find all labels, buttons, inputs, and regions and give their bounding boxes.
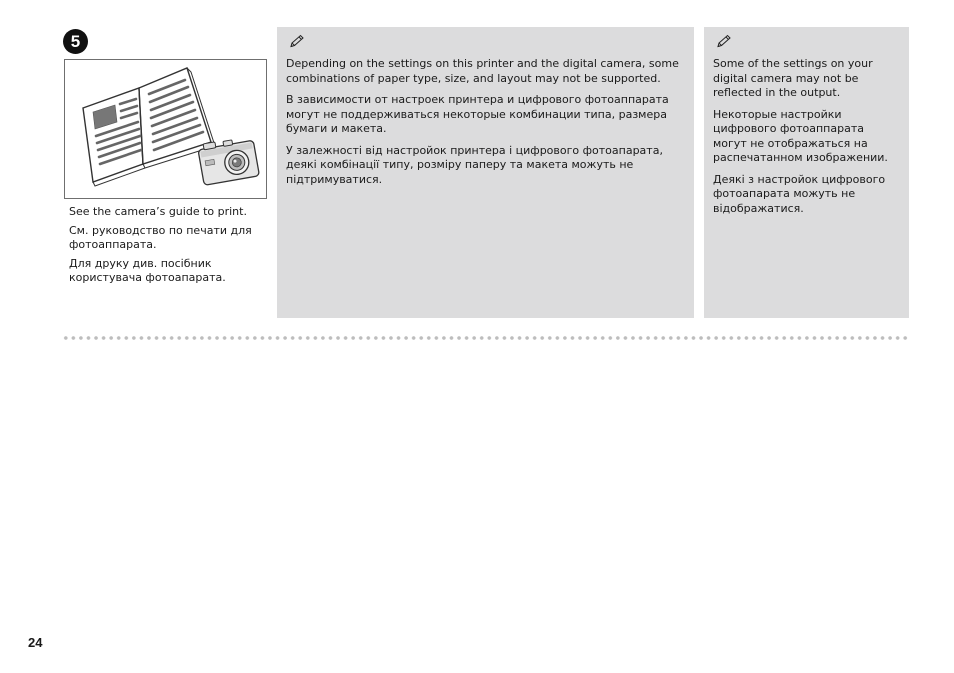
instruction-en: See the camera’s guide to print. — [69, 205, 247, 218]
instruction-uk: Для друку див. посібник користувача фотоапарата. — [69, 256, 226, 284]
note-side-uk: Деякі з настройок цифрового фотоапарата можуть не відображатися. — [713, 172, 886, 215]
note-main-en: Depending on the settings on this printer and the digital camera, some combinations of paper type, size, and layout may not be supported. — [286, 57, 679, 85]
pencil-note-icon — [289, 34, 305, 48]
instruction-ru: См. руководство по печати для фотоаппарата. — [69, 223, 252, 251]
note-main-ru: В зависимости от настроек принтера и цифрового фотоаппарата могут не поддерживаться некоторые комбинации типа, размера бумаги и макета. — [286, 93, 669, 135]
note-side-en: Some of the settings on your digital camera may not be reflected in the output. — [713, 57, 873, 99]
note-panel-main — [277, 27, 694, 318]
page-number: 24 — [28, 635, 43, 650]
dotted-divider — [62, 336, 910, 340]
step-number-badge: 5 — [63, 29, 88, 54]
pencil-note-icon — [716, 34, 732, 48]
digital-camera-icon — [65, 60, 268, 200]
note-panel-side — [704, 27, 909, 318]
note-side-ru: Некоторые настройки цифрового фотоаппарата могут не отображаться на распечатанном изображении. — [713, 107, 888, 164]
note-main-uk: У залежності від настройок принтера і цифрового фотоапарата, деякі комбінації типу, розміру паперу та макета можуть не підтримуватися. — [286, 143, 663, 186]
illustration-frame — [64, 59, 267, 199]
camera-guide-instructions — [69, 205, 269, 290]
